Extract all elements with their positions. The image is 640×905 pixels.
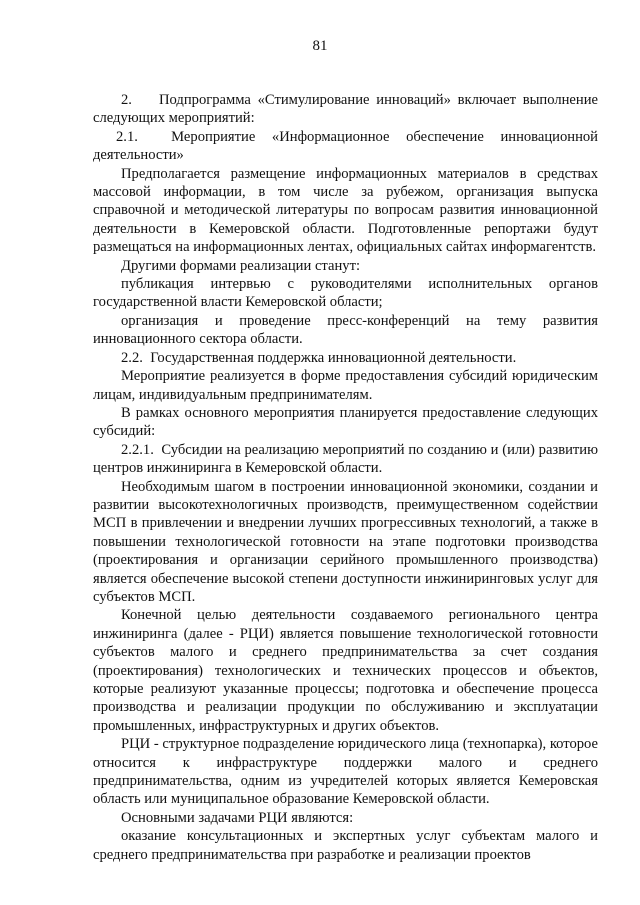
paragraph-rci-definition: РЦИ - структурное подразделение юридического лица (технопарка), которое относится к инфраструктуре поддержки малого и среднего предпринимательства, одним из учредителей которых является Кемеровская область или муниципальное образование Кемеровской области. bbox=[93, 736, 599, 808]
paragraph-rci-tasks-heading: Основными задачами РЦИ являются: bbox=[121, 809, 354, 826]
paragraph-main-measure: В рамках основного мероприятия планируется предоставление следующих субсидий: bbox=[93, 404, 598, 440]
paragraph-interviews: публикация интервью с руководителями исполнительных органов государственной власти Кемеровской области; bbox=[93, 276, 598, 311]
paragraph-measure-2-2-1: 2.2.1. Субсидии на реализацию мероприятий по созданию и (или) развитию центров инжиниринга в Кемеровской области. bbox=[93, 441, 598, 477]
paragraph-subsidies-form: Мероприятие реализуется в форме предоставления субсидий юридическим лицам, индивидуальным предпринимателям. bbox=[93, 368, 598, 403]
page-number: 81 bbox=[312, 38, 328, 54]
paragraph-other-forms: Другими формами реализации станут: bbox=[121, 257, 361, 274]
paragraph-press-conferences: организация и проведение пресс-конференций на тему развития инновационного сектора области. bbox=[93, 312, 598, 348]
paragraph-subprogram-2: 2. Подпрограмма «Стимулирование инноваций» включает выполнение следующих мероприятий: bbox=[93, 92, 598, 127]
paragraph-measure-2-2: 2.2. Государственная поддержка инновационной деятельности. bbox=[121, 349, 517, 366]
paragraph-measure-2-1: 2.1. Мероприятие «Информационное обеспечение инновационной деятельности» bbox=[93, 128, 598, 164]
paragraph-info-materials: Предполагается размещение информационных материалов в средствах массовой информации, в том числе за рубежом, организация выпуска справочной и методической литературы по вопросам развития инновационной деятельности в Кемеровской области. Подготовленные репортажи будут размещаться на информационных лентах, официальных сайтах информагентств. bbox=[93, 165, 598, 256]
paragraph-consulting-services: оказание консультационных и экспертных услуг субъектам малого и среднего предпринимательства при разработке и реализации проектов bbox=[93, 828, 598, 863]
paragraph-rci-goal: Конечной целью деятельности создаваемого регионального центра инжиниринга (далее - РЦИ) является повышение технологической готовности субъектов малого и среднего предпринимательства за счет создания (проектирования) технологических и технических процессов и объектов, которые реализуют указанные процессы; подготовка и обеспечение процесса производства и реализации продукции по обслуживанию и эксплуатации промышленных, инфраструктурных и других объектов. bbox=[93, 607, 598, 734]
paragraph-engineering-need: Необходимым шагом в построении инновационной экономики, создании и развитии высокотехнологичных производств, преимущественном содействии МСП в привлечении и внедрении лучших прогрессивных технологий, а также в повышении технологической готовности на этапе подготовки производства (проектирования и организации серийного промышленного производства) является обеспечение высокой степени доступности инжиниринговых услуг для субъектов МСП. bbox=[93, 478, 598, 605]
document-body bbox=[93, 91, 598, 864]
